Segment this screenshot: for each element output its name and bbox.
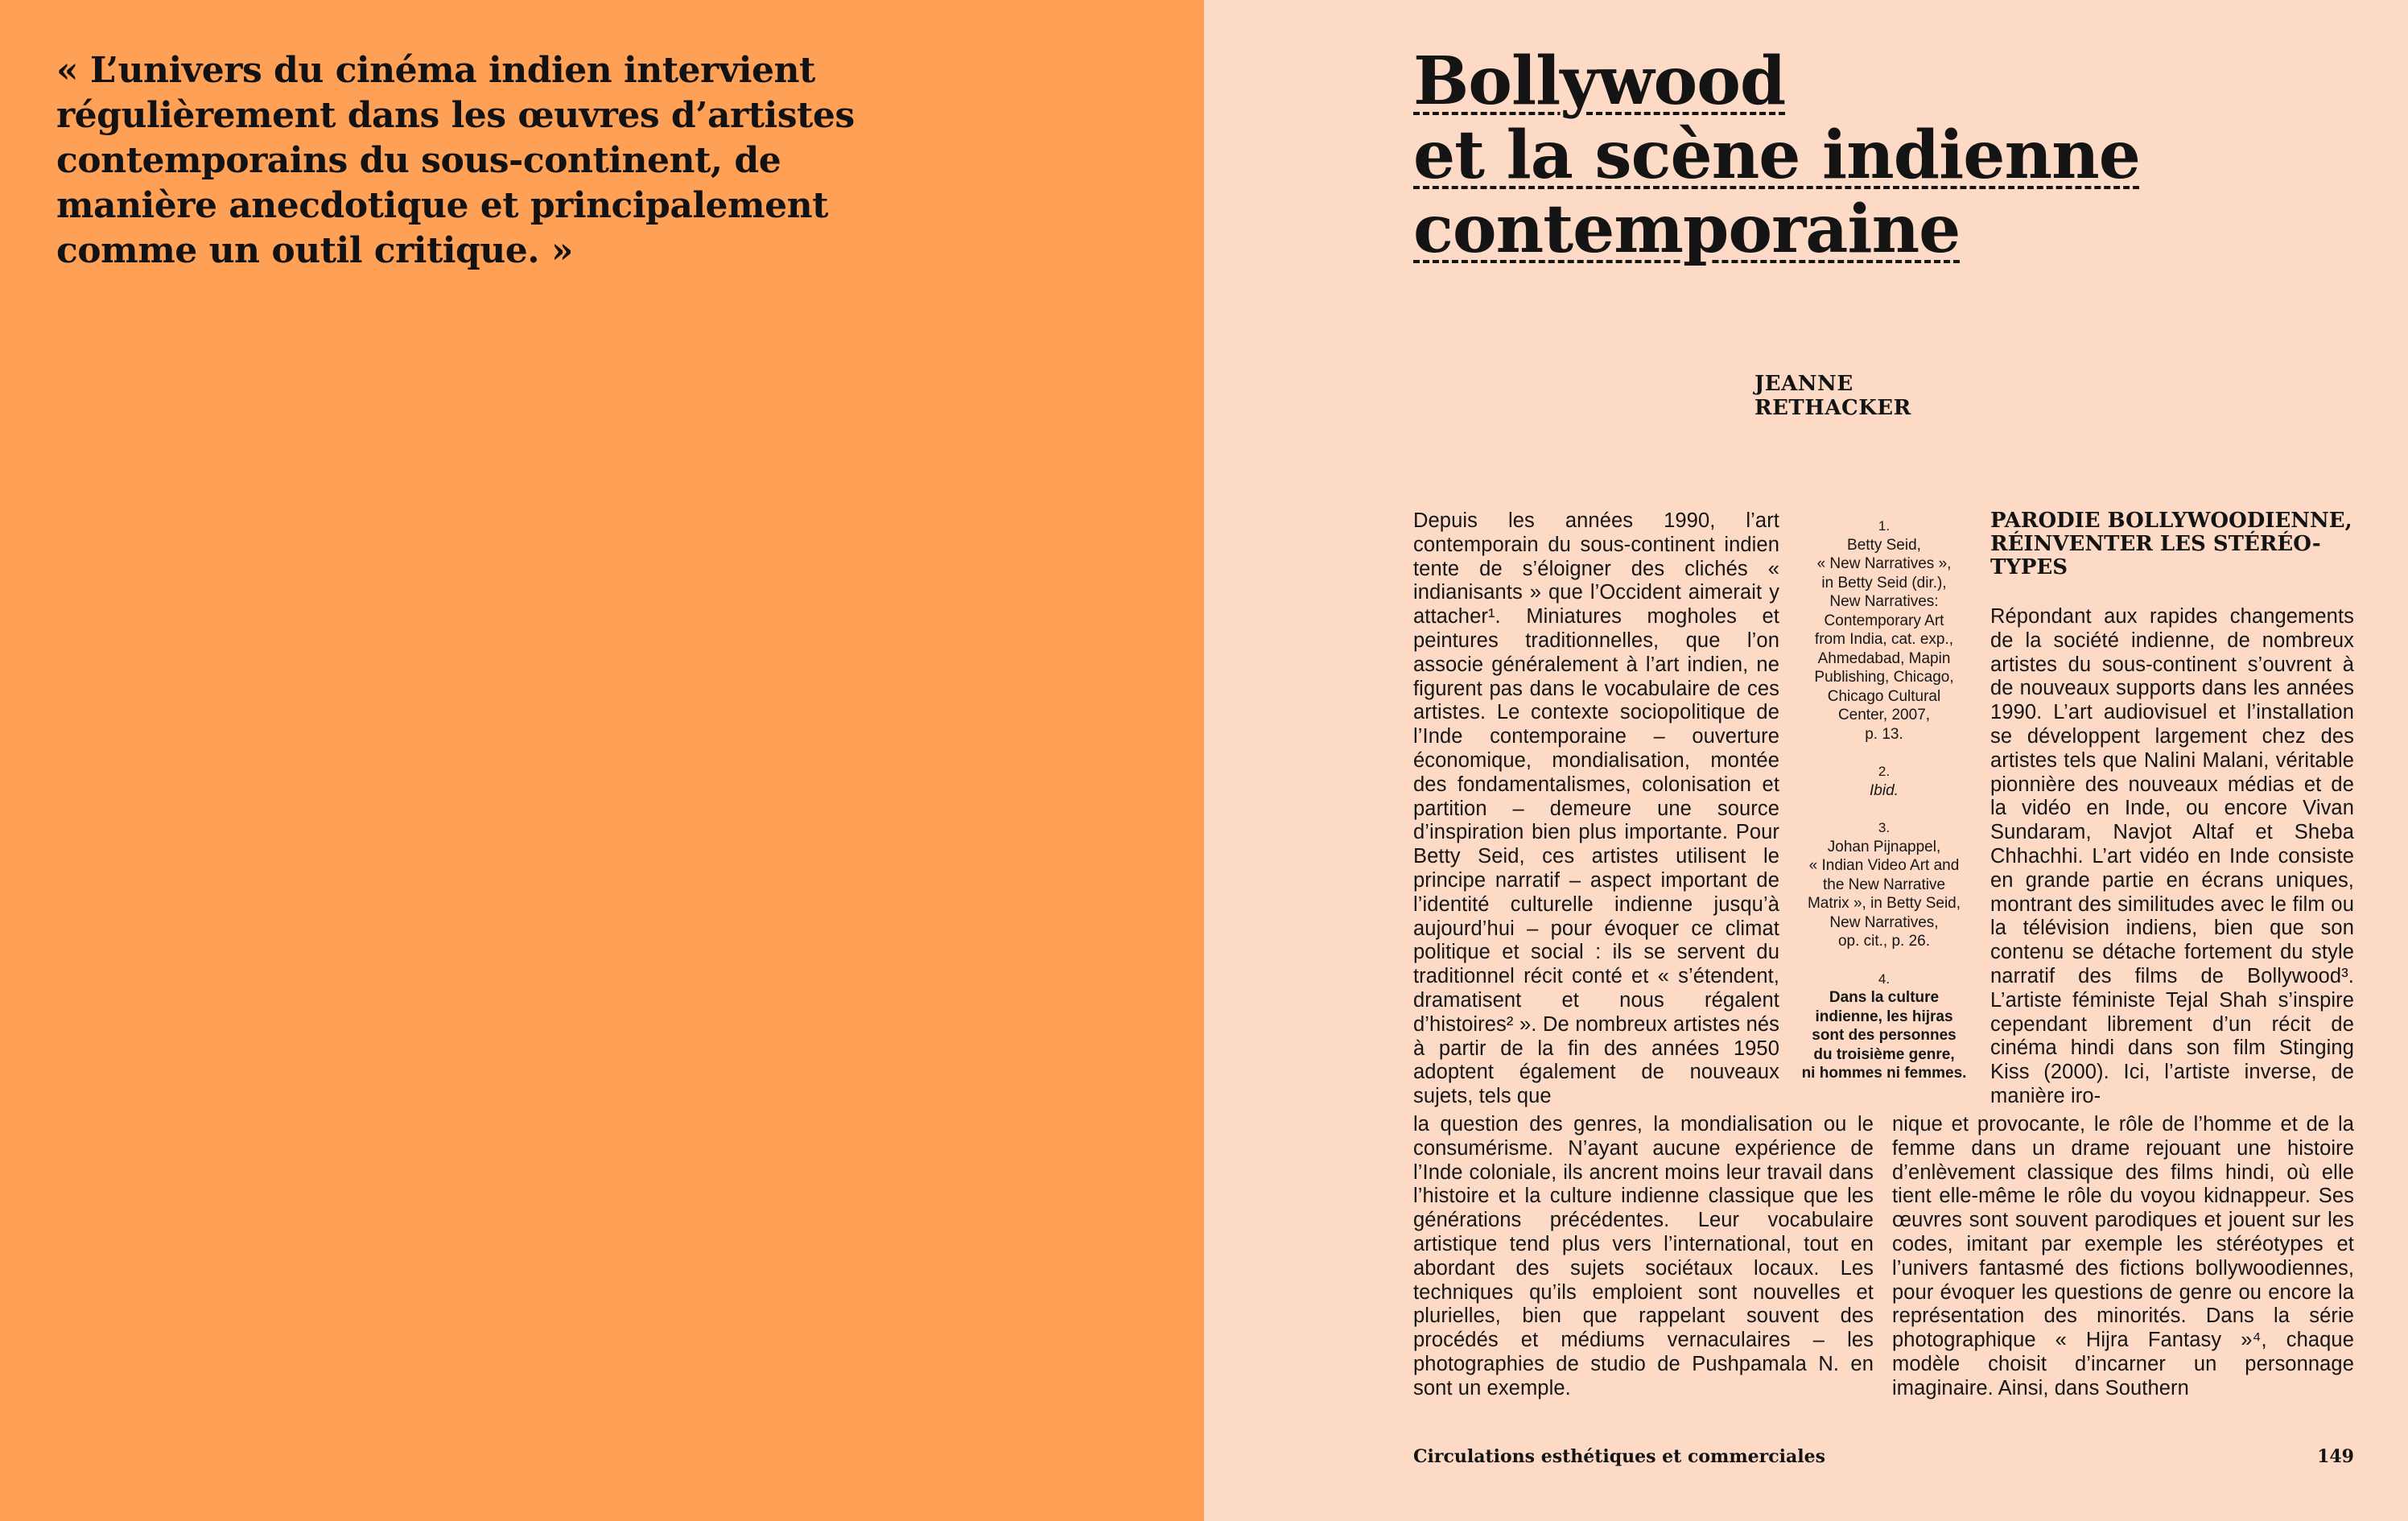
body-column-1: Depuis les années 1990, l’art contemporain du sous-continent indien tente de s’éloigner des clichés « indianisants » que l’Occident aimerait y attacher¹. Miniatures mogholes et peintures traditionnelles, que l’on associe généralement à l’art indien, ne figurent pas dans le vocabulaire de ces artistes. Le contexte sociopolitique de l’Inde contemporaine – ouverture économique, mondialisation, montée des fondamentalismes, colonisation et partition – demeure une source d’inspiration bien plus importante. Pour Betty Seid, ces artistes utilisent le principe narratif – aspect important de l’identité culturelle indienne jusqu’à aujourd’hui – pour évoquer ce climat politique et social : ils se servent du traditionnel récit conté et « s’étendent, dramatisent et nous régalent d’histoires² ». De nombreux artistes nés à partir de la fin des années 1950 adoptent également de nouveaux sujets, tels que (1413, 509, 1779, 1108)
footnote-number: 2. (1878, 764, 1891, 779)
pull-quote: « L’univers du cinéma indien intervient régulièrement dans les œuvres d’artistes contemporains du sous-continent, de manière anecdotique et principalement comme un outil critique. » (56, 50, 855, 271)
footnote-number: 3. (1878, 820, 1891, 835)
footnote-text: Ibid. (1870, 781, 1899, 799)
article-title (1413, 44, 2218, 266)
author-name: JEANNE RETHACKER (1754, 372, 1911, 420)
title-line-2: et la scène indienne (1413, 117, 2140, 194)
footnote-2 (1790, 762, 1978, 800)
footnote-number: 4. (1878, 971, 1891, 987)
footnote-3 (1790, 818, 1978, 951)
body-column-3-continued: nique et provocante, le rôle de l’homme et de la femme dans un drame rejouant une histoire d’enlèvement classique des films hindi, où elle tient elle-même le rôle du voyou kidnappeur. Ses œuvres sont souvent parodiques et jouent sur les codes, imitant par exemple les stéréotypes et l’univers fantasmé des fictions bollywoodiennes, pour évoquer les questions de genre ou encore la représentation des minorités. Dans la série photographique « Hijra Fantasy »⁴, chaque modèle choisit d’incarner un personnage imaginaire. Ainsi, dans Southern (1892, 1113, 2354, 1399)
page-number: 149 (2317, 1446, 2354, 1467)
footnote-1 (1790, 517, 1978, 744)
footnote-text: Betty Seid, « New Narratives », in Betty Seid (dir.), New Narratives: Contemporary Art from India, cat. exp., Ahmedabad, Mapin Publishing, Chicago, Chicago Cultural Center, 2007, p. 13. (1814, 536, 1954, 743)
body-column-1-continued: la question des genres, la mondialisation ou le consumérisme. N’ayant aucune expérience de l’Inde coloniale, ils ancrent moins leur travail dans l’histoire et la culture indienne classique que les générations précédentes. Leur vocabulaire artistique tend plus vers l’international, tout en abordant des sujets sociétaux locaux. Les techniques qu’ils emploient sont nouvelles et plurielles, bien que rappelant souvent des procédés et médiums vernaculaires – les photographies de studio de Pushpamala N. en sont un exemple. (1413, 1113, 1874, 1399)
footnote-number: 1. (1878, 518, 1891, 534)
title-line-1: Bollywood (1413, 43, 1786, 120)
footnote-4 (1790, 970, 1978, 1083)
footnotes (1790, 517, 1978, 1102)
title-line-3: contemporaine (1413, 191, 1961, 268)
section-heading: PARODIE BOLLYWOODIENNE, RÉINVENTER LES STÉRÉO- TYPES (1990, 509, 2352, 579)
running-footer-section: Circulations esthétiques et commerciales (1413, 1446, 1825, 1467)
footnote-text: Johan Pijnappel, « Indian Video Art and the New Narrative Matrix », in Betty Seid, New Narratives, op. cit., p. 26. (1807, 838, 1961, 950)
footnote-text: Dans la culture indienne, les hijras sont des personnes du troisième genre, ni hommes ni femmes. (1801, 989, 1967, 1082)
body-column-3: Répondant aux rapides changements de la société indienne, de nombreux artistes du sous-continent s’ouvrent à de nouveaux supports dans les années 1990. L’art audiovisuel et l’installation se développent largement chez des artistes tels que Nalini Malani, véritable pionnière des nouveaux médias et de la vidéo en Inde, ou encore Vivan Sundaram, Navjot Altaf et Sheba Chhachhi. L’art vidéo en Inde consiste en grande partie en écrans uniques, montrant des similitudes avec le film ou la télévision indiens, bien que son contenu se détache fortement du style narratif des films de Bollywood³. L’artiste féministe Tejal Shah s’inspire cependant librement d’un récit de cinéma hindi dans son film Stinging Kiss (2000). Ici, l’artiste inverse, de manière iro- (1990, 605, 2354, 1107)
